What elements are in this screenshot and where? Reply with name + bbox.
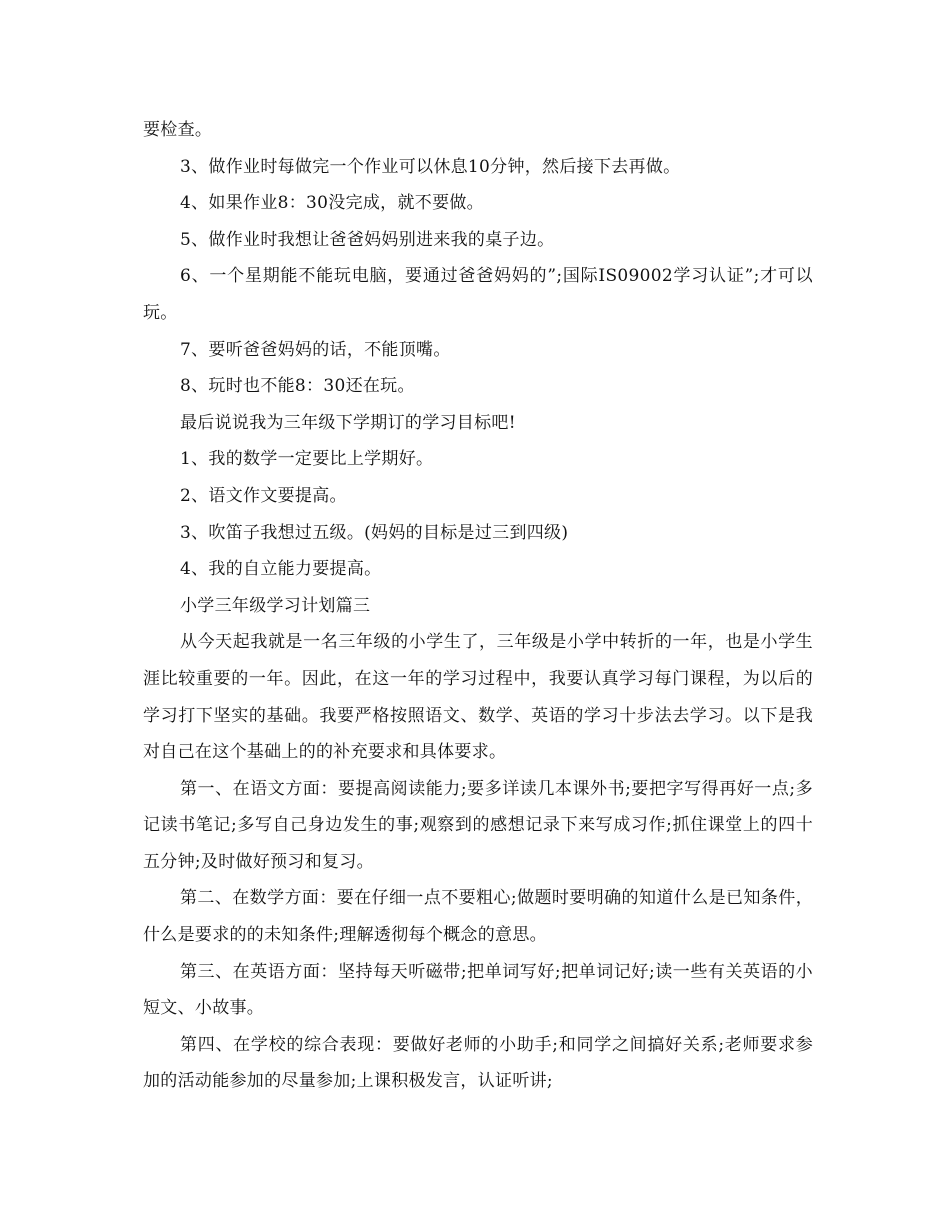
paragraph: 6、一个星期能不能玩电脑，要通过爸爸妈妈的”;国际IS09002学习认证”;才可以玩。 — [143, 266, 813, 323]
paragraph: 最后说说我为三年级下学期订的学习目标吧! — [180, 412, 516, 433]
paragraph: 2、语文作文要提高。 — [180, 485, 347, 506]
paragraph: 从今天起我就是一名三年级的小学生了，三年级是小学中转折的一年，也是小学生涯比较重要的一年。因此，在这一年的学习过程中，我要认真学习每门课程，为以后的学习打下坚实的基础。我要严格按照语文、数学、英语的学习十步法去学习。以下是我对自己在这个基础上的的补充要求和具体要求。 — [143, 632, 813, 763]
paragraph: 第四、在学校的综合表现：要做好老师的小助手;和同学之间搞好关系;老师要求参加的活动能参加的尽量参加;上课积极发言，认证听讲; — [143, 1034, 813, 1092]
paragraph: 3、做作业时每做完一个作业可以休息10分钟，然后接下去再做。 — [180, 156, 681, 177]
paragraph: 要检查。 — [143, 120, 213, 140]
paragraph: 3、吹笛子我想过五级。(妈妈的目标是过三到四级) — [180, 522, 569, 543]
paragraph: 7、要听爸爸妈妈的话，不能顶嘴。 — [180, 339, 451, 360]
paragraph: 第二、在数学方面：要在仔细一点不要粗心;做题时要明确的知道什么是已知条件，什么是要求的的未知条件;理解透彻每个概念的意思。 — [143, 888, 813, 946]
paragraph: 1、我的数学一定要比上学期好。 — [180, 449, 434, 470]
section-heading: 小学三年级学习计划篇三 — [180, 595, 371, 616]
paragraph: 第一、在语文方面：要提高阅读能力;要多详读几本课外书;要把字写得再好一点;多记读书笔记;多写自己身边发生的事;观察到的感想记录下来写成习作;抓住课堂上的四十五分钟;及时做好预习和复习。 — [143, 778, 813, 872]
document-body — [143, 112, 813, 1100]
paragraph: 8、玩时也不能8：30还在玩。 — [180, 376, 415, 397]
paragraph: 4、如果作业8：30没完成，就不要做。 — [180, 193, 484, 214]
paragraph: 5、做作业时我想让爸爸妈妈别进来我的桌子边。 — [180, 229, 555, 250]
paragraph: 第三、在英语方面：坚持每天听磁带;把单词写好;把单词记好;读一些有关英语的小短文、小故事。 — [143, 961, 813, 1019]
paragraph: 4、我的自立能力要提高。 — [180, 559, 382, 580]
